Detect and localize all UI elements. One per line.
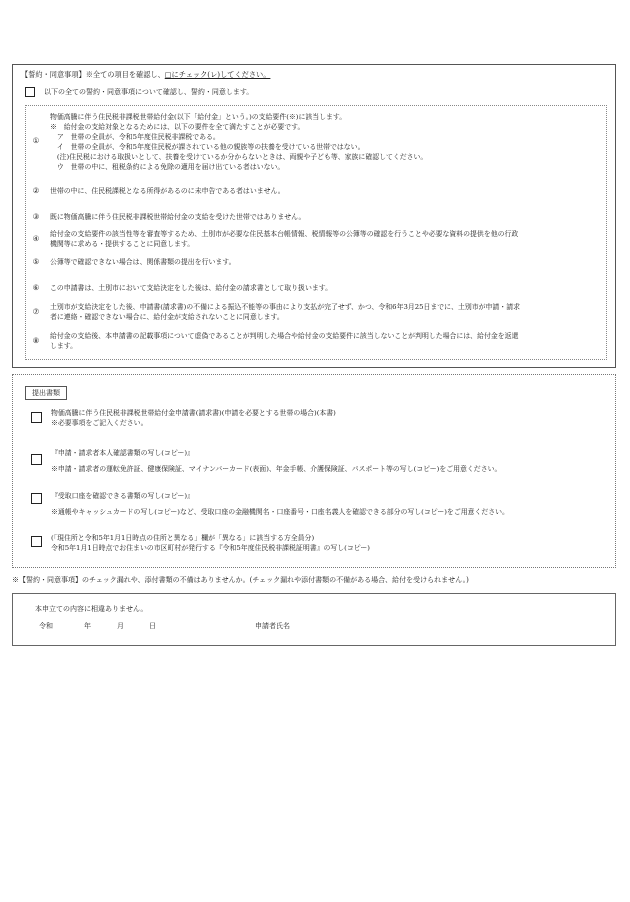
pledge-item-number: ⑥	[32, 283, 40, 292]
declaration-section	[12, 593, 616, 646]
pledge-item-number: ⑦	[32, 307, 40, 316]
declaration-text: 本申立ての内容に相違ありません。	[35, 605, 148, 613]
agree-all-checkbox[interactable]	[25, 87, 35, 97]
pledge-line: 既に物価高騰に伴う住民税非課税世帯給付金の支給を受けた世帯ではありません。	[50, 213, 306, 221]
date-day-label: 日	[149, 622, 156, 630]
document-line: 『申請・請求者本人確認書類の写し(コピー)』	[51, 449, 194, 457]
pledge-line: 世帯の中に、住民税課税となる所得があるのに未申告である者はいません。	[50, 187, 285, 195]
document-line: ※申請・請求者の運転免許証、健康保険証、マイナンバーカード(表面)、年金手帳、介護保険証、パスポート等の写し(コピー)をご用意ください。	[51, 465, 502, 473]
pledge-line: ※ 給付金の支給対象となるためには、以下の要件を全て満たすことが必要です。	[50, 123, 305, 131]
pledge-item-number: ③	[32, 212, 40, 221]
pledge-item-number: ④	[32, 234, 40, 243]
document-checkbox[interactable]	[31, 536, 42, 547]
pledge-line: 給付金の支給後、本申請書の記載事項について虚偽であることが判明した場合や給付金の支給要件に該当しないことが判明した場合には、給付金を返還	[50, 332, 519, 340]
document-line: ※通帳やキャッシュカードの写し(コピー)など、受取口座の金融機関名・口座番号・口座名義人を確認できる部分の写し(コピー)をご用意ください。	[51, 508, 509, 516]
date-year-label: 年	[84, 622, 91, 630]
pledge-line: 者に連絡・確認できない場合に、給付金が支給されないことに同意します。	[50, 313, 284, 321]
document-line: 物価高騰に伴う住民税非課税世帯給付金申請書(請求書)(申請を必要とする世帯の場合)(本書)	[51, 409, 336, 417]
pledge-line: 公簿等で確認できない場合は、関係書類の提出を行います。	[50, 258, 236, 266]
required-documents-section	[12, 374, 616, 568]
agree-all-label: 以下の全ての誓約・同意事項について確認し、誓約・同意します。	[44, 88, 254, 96]
pledge-items-box	[25, 105, 607, 360]
document-line: ※必要事項をご記入ください。	[51, 419, 148, 427]
document-checkbox[interactable]	[31, 454, 42, 465]
document-checkbox[interactable]	[31, 493, 42, 504]
checklist-note: ※【誓約・同意事項】のチェック漏れや、添付書類の不備はありませんか。(チェック漏れや添付書類の不備がある場合、給付を受けられません。)	[12, 576, 469, 584]
document-line: 令和5年1月1日時点でお住まいの市区町村が発行する『令和5年度住民税非課税証明書』の写し(コピー)	[51, 544, 370, 552]
agree-all-row	[25, 87, 253, 97]
pledge-line: 土別市が支給決定をした後、申請書(請求書)の不備による振込不能等の事由により支払が完了せず、かつ、令和6年3月25日までに、土別市が申請・請求	[50, 303, 520, 311]
pledge-line: イ 世帯の全員が、令和5年度住民税が課されている他の親族等の扶養を受けている世帯ではない。	[50, 143, 365, 151]
documents-title: 提出書類	[25, 386, 67, 400]
document-checkbox[interactable]	[31, 412, 42, 423]
pledge-consent-section	[12, 64, 616, 368]
pledge-line: します。	[50, 342, 78, 350]
pledge-line: 物価高騰に伴う住民税非課税世帯給付金(以下「給付金」という。)の支給要件(※)に該当します。	[50, 113, 347, 121]
document-line: (「現住所と令和5年1月1日時点の住所と異なる」欄が「異なる」に該当する方全員分)	[51, 534, 315, 542]
pledge-item-number: ①	[32, 136, 40, 145]
pledge-title-instruction: □にチェック(レ)してください。	[164, 70, 271, 79]
pledge-line: ウ 世帯の中に、租税条約による免除の適用を届け出ている者はいない。	[50, 163, 285, 171]
pledge-section-title: 【誓約・同意事項】※全ての項目を確認し、□にチェック(レ)してください。	[21, 70, 271, 79]
pledge-item-number: ⑤	[32, 257, 40, 266]
document-line: 『受取口座を確認できる書類の写し(コピー)』	[51, 492, 194, 500]
pledge-line: この申請書は、土別市において支給決定をした後は、給付金の請求書として取り扱います。	[50, 284, 332, 292]
date-month-label: 月	[117, 622, 124, 630]
pledge-item-number: ②	[32, 186, 40, 195]
pledge-line: ア 世帯の全員が、令和5年度住民税非課税である。	[50, 133, 220, 141]
pledge-item-number: ⑧	[32, 336, 40, 345]
pledge-line: (注)住民税における取扱いとして、扶養を受けているか分からないときは、両親や子ども等、家族に確認してください。	[50, 153, 428, 161]
pledge-line: 機関等に求める・提供することに同意します。	[50, 240, 195, 248]
pledge-line: 給付金の支給要件の該当性等を審査等するため、土別市が必要な住民基本台帳情報、税情報等の公簿等の確認を行うことや必要な資料の提供を他の行政	[50, 230, 519, 238]
applicant-name-label: 申請者氏名	[255, 622, 290, 630]
date-era-label: 令和	[39, 622, 53, 630]
